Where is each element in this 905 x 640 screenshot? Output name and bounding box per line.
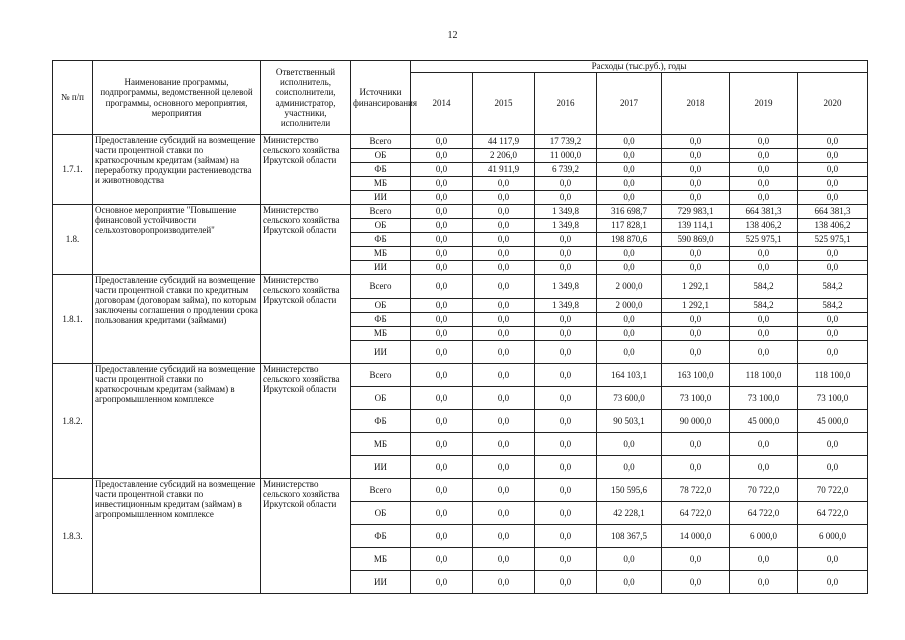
row-source: ОБ [351,502,411,525]
row-value: 0,0 [411,341,473,364]
table-row [53,364,868,387]
row-value: 1 292,1 [662,299,730,313]
row-source: ОБ [351,299,411,313]
row-value: 0,0 [473,387,535,410]
row-value: 0,0 [473,525,535,548]
row-value: 0,0 [662,149,730,163]
row-value: 0,0 [535,479,597,502]
row-value: 0,0 [662,456,730,479]
row-source: ИИ [351,261,411,275]
row-value: 0,0 [798,261,868,275]
row-source: Всего [351,205,411,219]
row-value: 117 828,1 [597,219,662,233]
row-value: 0,0 [535,177,597,191]
row-value: 41 911,9 [473,163,535,177]
row-value: 0,0 [473,327,535,341]
page-number: 12 [447,30,458,41]
header-expenses: Расходы (тыс.руб.), годы [411,61,868,73]
row-value: 0,0 [662,135,730,149]
row-value: 0,0 [411,163,473,177]
row-value: 0,0 [473,247,535,261]
row-value: 0,0 [535,191,597,205]
row-value: 0,0 [662,327,730,341]
row-value: 0,0 [597,433,662,456]
row-source: Всего [351,479,411,502]
row-value: 0,0 [411,313,473,327]
row-value: 0,0 [411,191,473,205]
row-value: 0,0 [662,191,730,205]
row-value: 0,0 [535,247,597,261]
row-value: 0,0 [535,341,597,364]
row-value: 0,0 [473,456,535,479]
row-value: 0,0 [473,433,535,456]
row-value: 198 870,6 [597,233,662,247]
row-source: ОБ [351,387,411,410]
row-source: ИИ [351,191,411,205]
row-value: 0,0 [535,571,597,594]
row-value: 0,0 [473,410,535,433]
row-value: 0,0 [597,456,662,479]
row-value: 0,0 [473,548,535,571]
row-value: 0,0 [730,247,798,261]
row-value: 42 228,1 [597,502,662,525]
row-value: 0,0 [730,313,798,327]
row-value: 0,0 [730,135,798,149]
row-value: 0,0 [411,410,473,433]
row-responsible: Министерство сельского хозяйства Иркутской области [261,364,351,479]
row-value: 0,0 [798,163,868,177]
row-value: 0,0 [798,456,868,479]
row-value: 0,0 [730,571,798,594]
row-value: 73 100,0 [798,387,868,410]
row-source: ФБ [351,525,411,548]
row-value: 0,0 [662,247,730,261]
row-value: 90 000,0 [662,410,730,433]
row-value: 0,0 [473,479,535,502]
header-year: 2014 [411,73,473,135]
row-value: 584,2 [798,275,868,299]
row-value: 0,0 [411,502,473,525]
header-year: 2019 [730,73,798,135]
row-name: Предоставление субсидий на возмещение части процентной ставки по кредитным договорам (договорам займа), по которым заключены соглашения о продлении срока пользования кредитами (займами) [93,275,261,364]
row-value: 0,0 [411,364,473,387]
row-value: 0,0 [597,163,662,177]
row-value: 0,0 [535,548,597,571]
row-value: 0,0 [411,247,473,261]
row-value: 78 722,0 [662,479,730,502]
row-value: 0,0 [473,233,535,247]
row-value: 0,0 [730,261,798,275]
row-value: 0,0 [473,205,535,219]
header-year: 2020 [798,73,868,135]
row-value: 0,0 [798,313,868,327]
row-value: 0,0 [411,387,473,410]
row-responsible: Министерство сельского хозяйства Иркутской области [261,275,351,364]
row-value: 1 349,8 [535,299,597,313]
row-name: Основное мероприятие "Повышение финансовой устойчивости сельхозтоворопроизводителей" [93,205,261,275]
row-value: 0,0 [730,177,798,191]
row-value: 0,0 [730,163,798,177]
row-source: ОБ [351,219,411,233]
row-value: 0,0 [597,327,662,341]
row-value: 0,0 [411,548,473,571]
row-value: 73 100,0 [662,387,730,410]
row-source: МБ [351,433,411,456]
row-responsible: Министерство сельского хозяйства Иркутской области [261,205,351,275]
row-number: 1.8.2. [53,364,93,479]
row-value: 0,0 [411,433,473,456]
row-value: 0,0 [662,341,730,364]
row-value: 0,0 [411,261,473,275]
row-source: ФБ [351,313,411,327]
row-value: 138 406,2 [730,219,798,233]
row-number: 1.8. [53,205,93,275]
row-value: 0,0 [597,247,662,261]
row-value: 0,0 [535,327,597,341]
table-row [53,275,868,299]
row-value: 0,0 [662,433,730,456]
row-value: 45 000,0 [798,410,868,433]
row-value: 0,0 [411,135,473,149]
table-row [53,135,868,149]
row-value: 1 349,8 [535,219,597,233]
row-source: МБ [351,548,411,571]
row-value: 17 739,2 [535,135,597,149]
row-value: 0,0 [535,313,597,327]
row-value: 0,0 [473,177,535,191]
header-sources: Источники финансирования [351,61,411,135]
row-value: 11 000,0 [535,149,597,163]
row-value: 0,0 [411,327,473,341]
row-value: 0,0 [730,191,798,205]
row-value: 0,0 [535,433,597,456]
row-value: 163 100,0 [662,364,730,387]
row-value: 0,0 [411,479,473,502]
row-value: 64 722,0 [730,502,798,525]
row-source: ФБ [351,410,411,433]
row-source: Всего [351,364,411,387]
row-value: 73 600,0 [597,387,662,410]
row-value: 0,0 [798,135,868,149]
header-year: 2017 [597,73,662,135]
row-value: 14 000,0 [662,525,730,548]
row-value: 139 114,1 [662,219,730,233]
row-value: 0,0 [662,261,730,275]
header-responsible: Ответственный исполнитель, соисполнители, администратор, участники, исполнители [261,61,351,135]
row-value: 1 349,8 [535,275,597,299]
row-value: 584,2 [798,299,868,313]
header-num: № п/п [53,61,93,135]
row-value: 0,0 [411,525,473,548]
row-value: 45 000,0 [730,410,798,433]
row-value: 0,0 [535,456,597,479]
row-name: Предоставление субсидий на возмещение части процентной ставки по инвестиционным кредитам (займам) в агропромышленном комплексе [93,479,261,594]
row-value: 0,0 [535,410,597,433]
row-source: ИИ [351,571,411,594]
row-value: 0,0 [798,433,868,456]
row-value: 118 100,0 [798,364,868,387]
row-source: Всего [351,275,411,299]
row-value: 0,0 [662,163,730,177]
row-value: 0,0 [473,341,535,364]
row-value: 164 103,1 [597,364,662,387]
row-value: 0,0 [798,341,868,364]
header-year: 2015 [473,73,535,135]
row-value: 138 406,2 [798,219,868,233]
row-responsible: Министерство сельского хозяйства Иркутской области [261,135,351,205]
row-value: 316 698,7 [597,205,662,219]
row-value: 0,0 [597,571,662,594]
row-name: Предоставление субсидий на возмещение части процентной ставки по краткосрочным кредитам (займам) в агропромышленном комплексе [93,364,261,479]
row-value: 1 292,1 [662,275,730,299]
row-value: 0,0 [597,548,662,571]
row-value: 0,0 [662,571,730,594]
row-value: 150 595,6 [597,479,662,502]
row-value: 1 349,8 [535,205,597,219]
row-value: 0,0 [597,261,662,275]
row-source: ФБ [351,233,411,247]
row-value: 118 100,0 [730,364,798,387]
row-value: 0,0 [662,548,730,571]
row-value: 0,0 [730,149,798,163]
row-responsible: Министерство сельского хозяйства Иркутской области [261,479,351,594]
table-row [53,479,868,502]
row-value: 0,0 [798,177,868,191]
row-value: 0,0 [597,341,662,364]
row-value: 0,0 [730,456,798,479]
table-row [53,205,868,219]
row-source: МБ [351,327,411,341]
row-value: 0,0 [597,135,662,149]
row-value: 0,0 [597,313,662,327]
row-value: 0,0 [535,502,597,525]
row-source: ИИ [351,456,411,479]
row-value: 0,0 [730,341,798,364]
row-value: 664 381,3 [798,205,868,219]
row-name: Предоставление субсидий на возмещение части процентной ставки по краткосрочным кредитам (займам) на переработку продукции растениеводства и животноводства [93,135,261,205]
row-value: 0,0 [473,191,535,205]
row-value: 0,0 [473,299,535,313]
row-value: 2 000,0 [597,299,662,313]
row-source: ИИ [351,341,411,364]
row-number: 1.7.1. [53,135,93,205]
row-value: 0,0 [411,177,473,191]
row-source: ОБ [351,149,411,163]
row-source: МБ [351,177,411,191]
row-value: 584,2 [730,299,798,313]
row-value: 0,0 [411,149,473,163]
row-value: 0,0 [411,205,473,219]
row-value: 525 975,1 [730,233,798,247]
row-value: 0,0 [473,219,535,233]
row-value: 2 000,0 [597,275,662,299]
row-value: 0,0 [411,299,473,313]
row-value: 0,0 [473,571,535,594]
row-value: 664 381,3 [730,205,798,219]
header-name: Наименование программы, подпрограммы, ведомственной целевой программы, основного мероприятия, мероприятия [93,61,261,135]
row-value: 525 975,1 [798,233,868,247]
row-value: 70 722,0 [730,479,798,502]
row-value: 64 722,0 [662,502,730,525]
row-value: 0,0 [798,571,868,594]
expenses-table [52,60,868,594]
row-value: 73 100,0 [730,387,798,410]
row-value: 0,0 [798,548,868,571]
row-value: 0,0 [798,149,868,163]
row-value: 0,0 [473,313,535,327]
row-value: 0,0 [411,275,473,299]
row-value: 0,0 [411,456,473,479]
row-value: 0,0 [411,571,473,594]
row-value: 6 000,0 [798,525,868,548]
row-value: 0,0 [798,247,868,261]
row-value: 0,0 [473,261,535,275]
row-value: 729 983,1 [662,205,730,219]
row-value: 0,0 [597,149,662,163]
header-year: 2016 [535,73,597,135]
row-value: 90 503,1 [597,410,662,433]
row-source: ФБ [351,163,411,177]
row-value: 108 367,5 [597,525,662,548]
row-value: 590 869,0 [662,233,730,247]
row-value: 0,0 [535,364,597,387]
row-value: 0,0 [535,233,597,247]
row-value: 0,0 [411,219,473,233]
row-value: 0,0 [535,261,597,275]
row-value: 0,0 [535,525,597,548]
row-source: МБ [351,247,411,261]
row-value: 64 722,0 [798,502,868,525]
row-value: 0,0 [411,233,473,247]
row-value: 0,0 [597,177,662,191]
row-value: 0,0 [730,327,798,341]
row-value: 6 000,0 [730,525,798,548]
row-value: 584,2 [730,275,798,299]
row-source: Всего [351,135,411,149]
row-value: 0,0 [798,327,868,341]
row-value: 0,0 [473,364,535,387]
row-value: 0,0 [730,548,798,571]
row-value: 0,0 [662,177,730,191]
row-value: 2 206,0 [473,149,535,163]
row-value: 0,0 [473,502,535,525]
row-value: 0,0 [662,313,730,327]
row-value: 0,0 [730,433,798,456]
row-value: 0,0 [597,191,662,205]
row-value: 0,0 [798,191,868,205]
row-value: 0,0 [473,275,535,299]
row-value: 6 739,2 [535,163,597,177]
row-value: 0,0 [535,387,597,410]
row-number: 1.8.3. [53,479,93,594]
header-year: 2018 [662,73,730,135]
row-value: 44 117,9 [473,135,535,149]
row-number: 1.8.1. [53,275,93,364]
row-value: 70 722,0 [798,479,868,502]
